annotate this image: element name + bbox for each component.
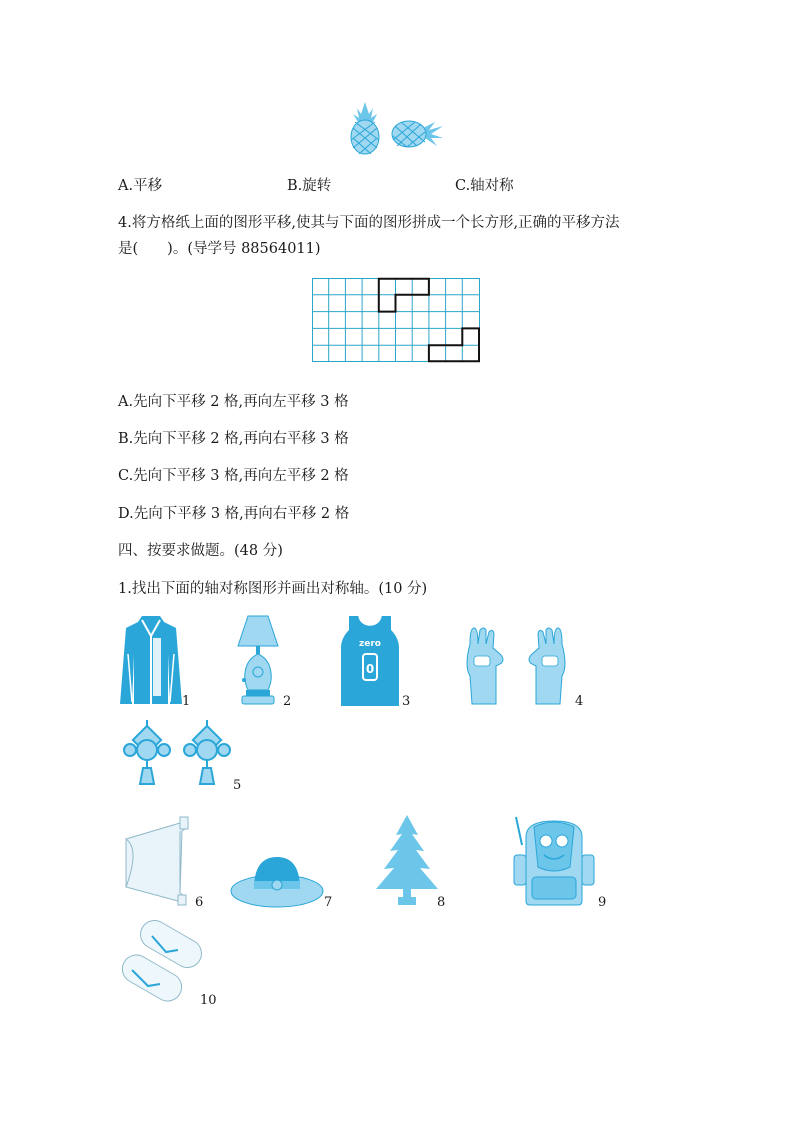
q4-option-b: B.先向下平移 2 格,再向右平移 3 格 — [118, 431, 349, 447]
flip-flops-icon — [118, 924, 202, 1006]
figure-label-10: 10 — [200, 993, 217, 1008]
question-1-stem: 1.找出下面的轴对称图形并画出对称轴。(10 分) — [118, 581, 428, 597]
figure-label-3: 3 — [402, 694, 411, 709]
figure-label-2: 2 — [283, 694, 292, 709]
figure-label-6: 6 — [195, 895, 204, 910]
figure-label-7: 7 — [324, 895, 333, 910]
right-glove — [529, 628, 565, 704]
jersey-icon — [339, 614, 401, 706]
q4-option-d: D.先向下平移 3 格,再向右平移 2 格 — [118, 506, 350, 522]
pineapple-upright — [351, 102, 379, 154]
christmas-tree-icon — [374, 815, 440, 907]
q4-option-c: C.先向下平移 3 格,再向左平移 2 格 — [118, 468, 349, 484]
figure-label-8: 8 — [437, 895, 446, 910]
q4-option-a: A.先向下平移 2 格,再向左平移 3 格 — [118, 394, 349, 410]
jersey-text: zero — [359, 639, 381, 649]
gloves-icon — [462, 626, 570, 706]
chinese-knot-right — [184, 720, 230, 784]
q4-stem-line-1: 4.将方格纸上面的图形平移,使其与下面的图形拼成一个长方形,正确的平移方法 — [118, 215, 620, 231]
figure-label-5: 5 — [233, 778, 242, 793]
figure-label-9: 9 — [598, 895, 607, 910]
square-grid-figure — [312, 278, 480, 362]
figure-label-1: 1 — [182, 694, 191, 709]
table-lamp-icon — [236, 614, 280, 706]
jersey-number: 0 — [365, 662, 375, 676]
section-heading: 四、按要求做题。(48 分) — [118, 543, 283, 559]
pineapples-figure — [345, 100, 447, 156]
q3-option-c: C.轴对称 — [455, 178, 514, 194]
grid-lines — [312, 278, 480, 362]
chinese-knots-icon — [118, 720, 236, 788]
shirt-icon — [120, 815, 192, 907]
pineapple-lying — [392, 121, 443, 147]
figure-label-4: 4 — [575, 694, 584, 709]
backpack-icon — [510, 815, 598, 907]
hat-icon — [230, 855, 324, 911]
coat-icon — [120, 614, 182, 706]
q3-option-a: A.平移 — [118, 178, 163, 194]
q4-stem-line-2: 是( )。(导学号 88564011) — [118, 241, 321, 257]
chinese-knot-left — [124, 720, 170, 784]
q3-option-b: B.旋转 — [287, 178, 332, 194]
left-glove — [467, 628, 503, 704]
